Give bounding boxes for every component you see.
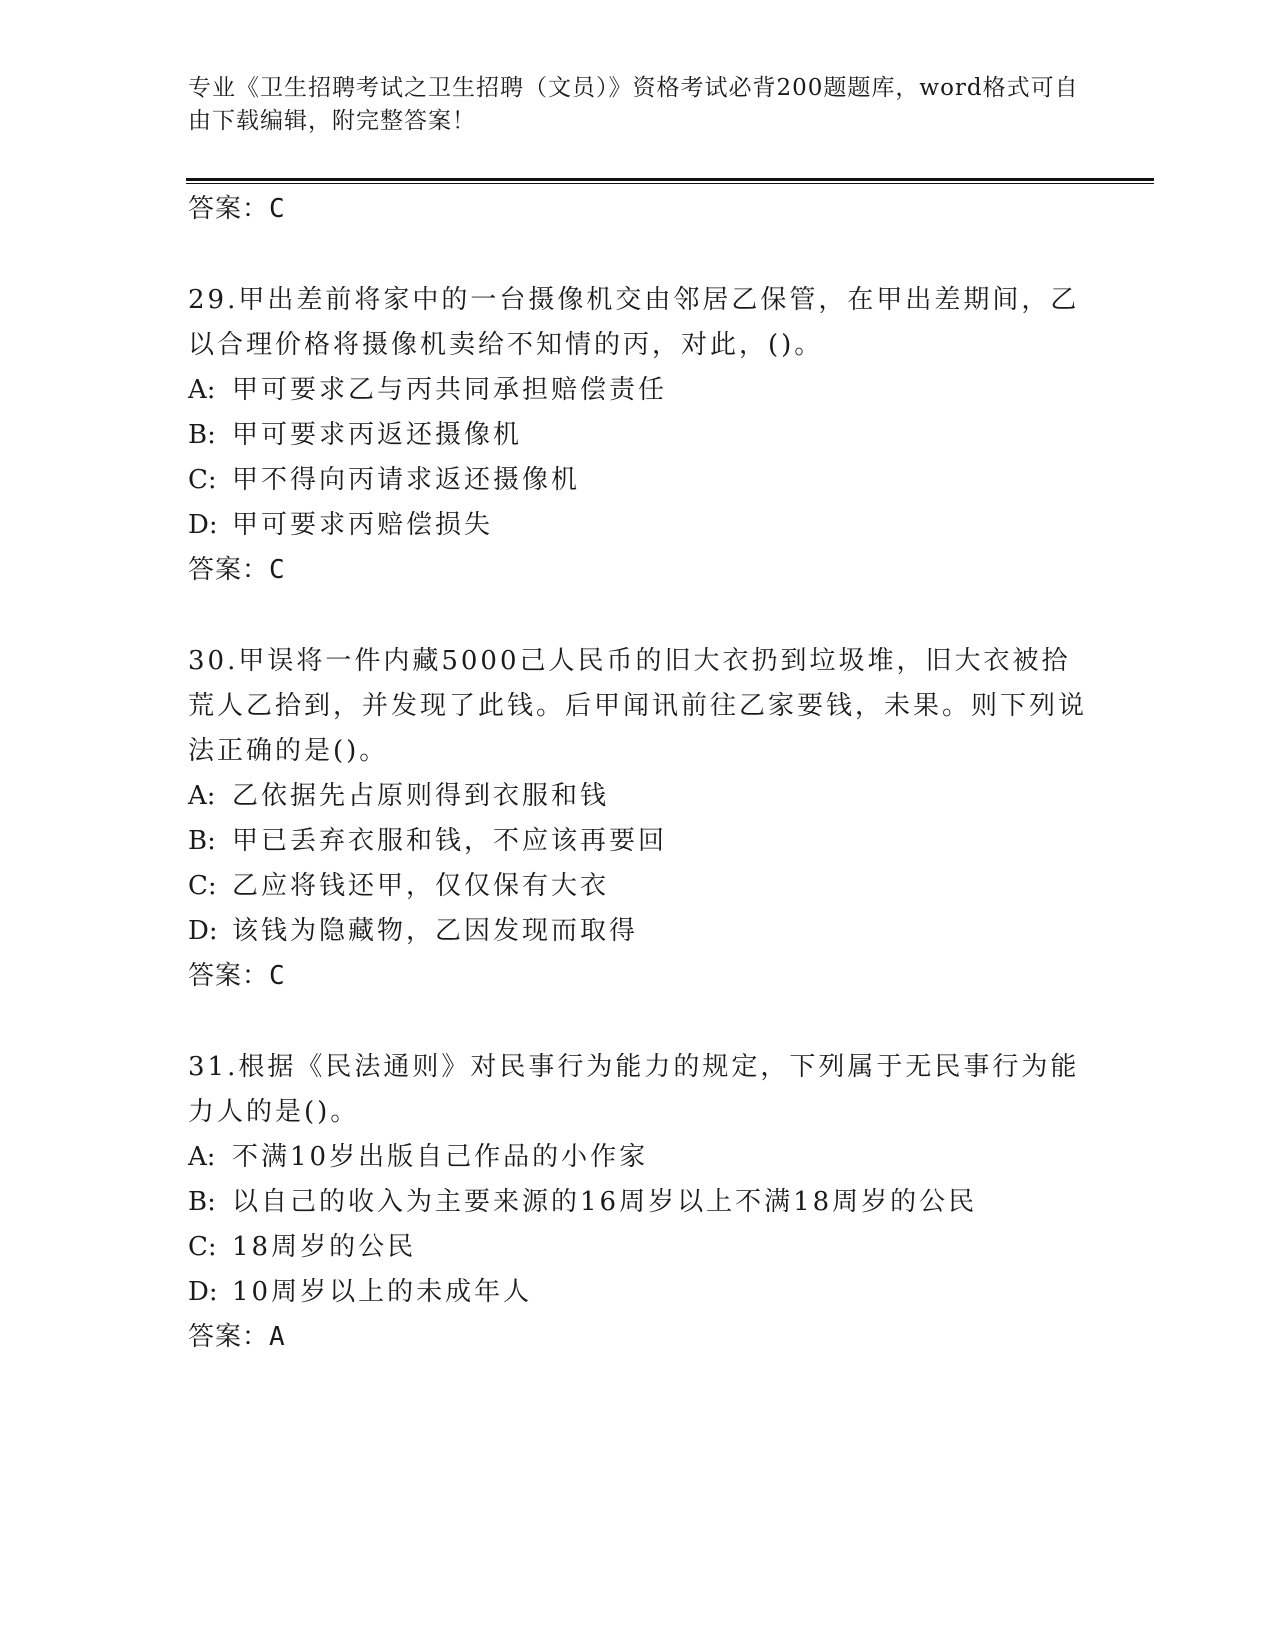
option-letter: A: xyxy=(188,1142,216,1172)
option-b xyxy=(188,413,1088,458)
page-header: 专业《卫生招聘考试之卫生招聘（文员）》资格考试必背200题题库，word格式可自由下载编辑，附完整答案！ xyxy=(188,75,1079,134)
option-letter: C: xyxy=(188,1232,217,1262)
question-list xyxy=(188,187,1088,1360)
option-letter: B: xyxy=(188,1187,216,1217)
option-text: 以自己的收入为主要来源的16周岁以上不满18周岁的公民 xyxy=(232,1187,978,1217)
answer-value: C xyxy=(269,961,286,991)
option-a xyxy=(188,1135,1088,1180)
option-c xyxy=(188,1225,1088,1270)
option-text: 不满10岁出版自己作品的小作家 xyxy=(232,1142,649,1172)
option-d xyxy=(188,1270,1088,1315)
answer-line xyxy=(188,548,1088,593)
option-letter: D: xyxy=(188,510,218,540)
option-letter: C: xyxy=(188,465,217,495)
question-stem: 30.甲误将一件内藏5000己人民币的旧大衣扔到垃圾堆，旧大衣被拾荒人乙拾到，并发现了此钱。后甲闻讯前往乙家要钱，未果。则下列说法正确的是()。 xyxy=(188,646,1088,766)
option-b xyxy=(188,819,1088,864)
option-text: 乙依据先占原则得到衣服和钱 xyxy=(232,781,610,811)
option-text: 甲可要求乙与丙共同承担赔偿责任 xyxy=(232,375,668,405)
answer-line xyxy=(188,1315,1088,1360)
answer-label: 答案： xyxy=(188,961,270,991)
answer-label: 答案： xyxy=(188,555,270,585)
option-text: 甲可要求丙返还摄像机 xyxy=(232,420,523,450)
option-d xyxy=(188,909,1088,954)
question-block xyxy=(188,1045,1088,1360)
option-text: 甲可要求丙赔偿损失 xyxy=(232,510,494,540)
answer-label: 答案： xyxy=(188,194,270,224)
option-text: 18周岁的公民 xyxy=(232,1232,417,1262)
option-letter: C: xyxy=(188,871,217,901)
question-block xyxy=(188,278,1088,593)
option-letter: A: xyxy=(188,781,216,811)
answer-value: C xyxy=(269,555,286,585)
option-a xyxy=(188,368,1088,413)
answer-value: A xyxy=(269,1322,286,1352)
option-b xyxy=(188,1180,1088,1225)
spacer xyxy=(188,232,1088,278)
answer-value: C xyxy=(269,194,286,224)
option-c xyxy=(188,864,1088,909)
option-a xyxy=(188,774,1088,819)
option-letter: A: xyxy=(188,375,216,405)
answer-line xyxy=(188,954,1088,999)
question-stem: 31.根据《民法通则》对民事行为能力的规定，下列属于无民事行为能力人的是()。 xyxy=(188,1052,1080,1127)
option-text: 乙应将钱还甲，仅仅保有大衣 xyxy=(232,871,610,901)
option-c xyxy=(188,458,1088,503)
spacer xyxy=(188,999,1088,1045)
header-divider xyxy=(186,178,1154,184)
answer-label: 答案： xyxy=(188,1322,270,1352)
spacer xyxy=(188,593,1088,639)
option-letter: B: xyxy=(188,826,216,856)
option-text: 10周岁以上的未成年人 xyxy=(232,1277,533,1307)
option-text: 甲不得向丙请求返还摄像机 xyxy=(232,465,581,495)
option-letter: D: xyxy=(188,1277,218,1307)
option-text: 该钱为隐藏物，乙因发现而取得 xyxy=(232,916,639,946)
option-text: 甲已丢弃衣服和钱，不应该再要回 xyxy=(232,826,668,856)
option-d xyxy=(188,503,1088,548)
question-stem: 29.甲出差前将家中的一台摄像机交由邻居乙保管，在甲出差期间，乙以合理价格将摄像机卖给不知情的丙，对此，()。 xyxy=(188,285,1080,360)
option-letter: B: xyxy=(188,420,216,450)
question-block xyxy=(188,639,1088,999)
answer-line xyxy=(188,187,1088,232)
option-letter: D: xyxy=(188,916,218,946)
